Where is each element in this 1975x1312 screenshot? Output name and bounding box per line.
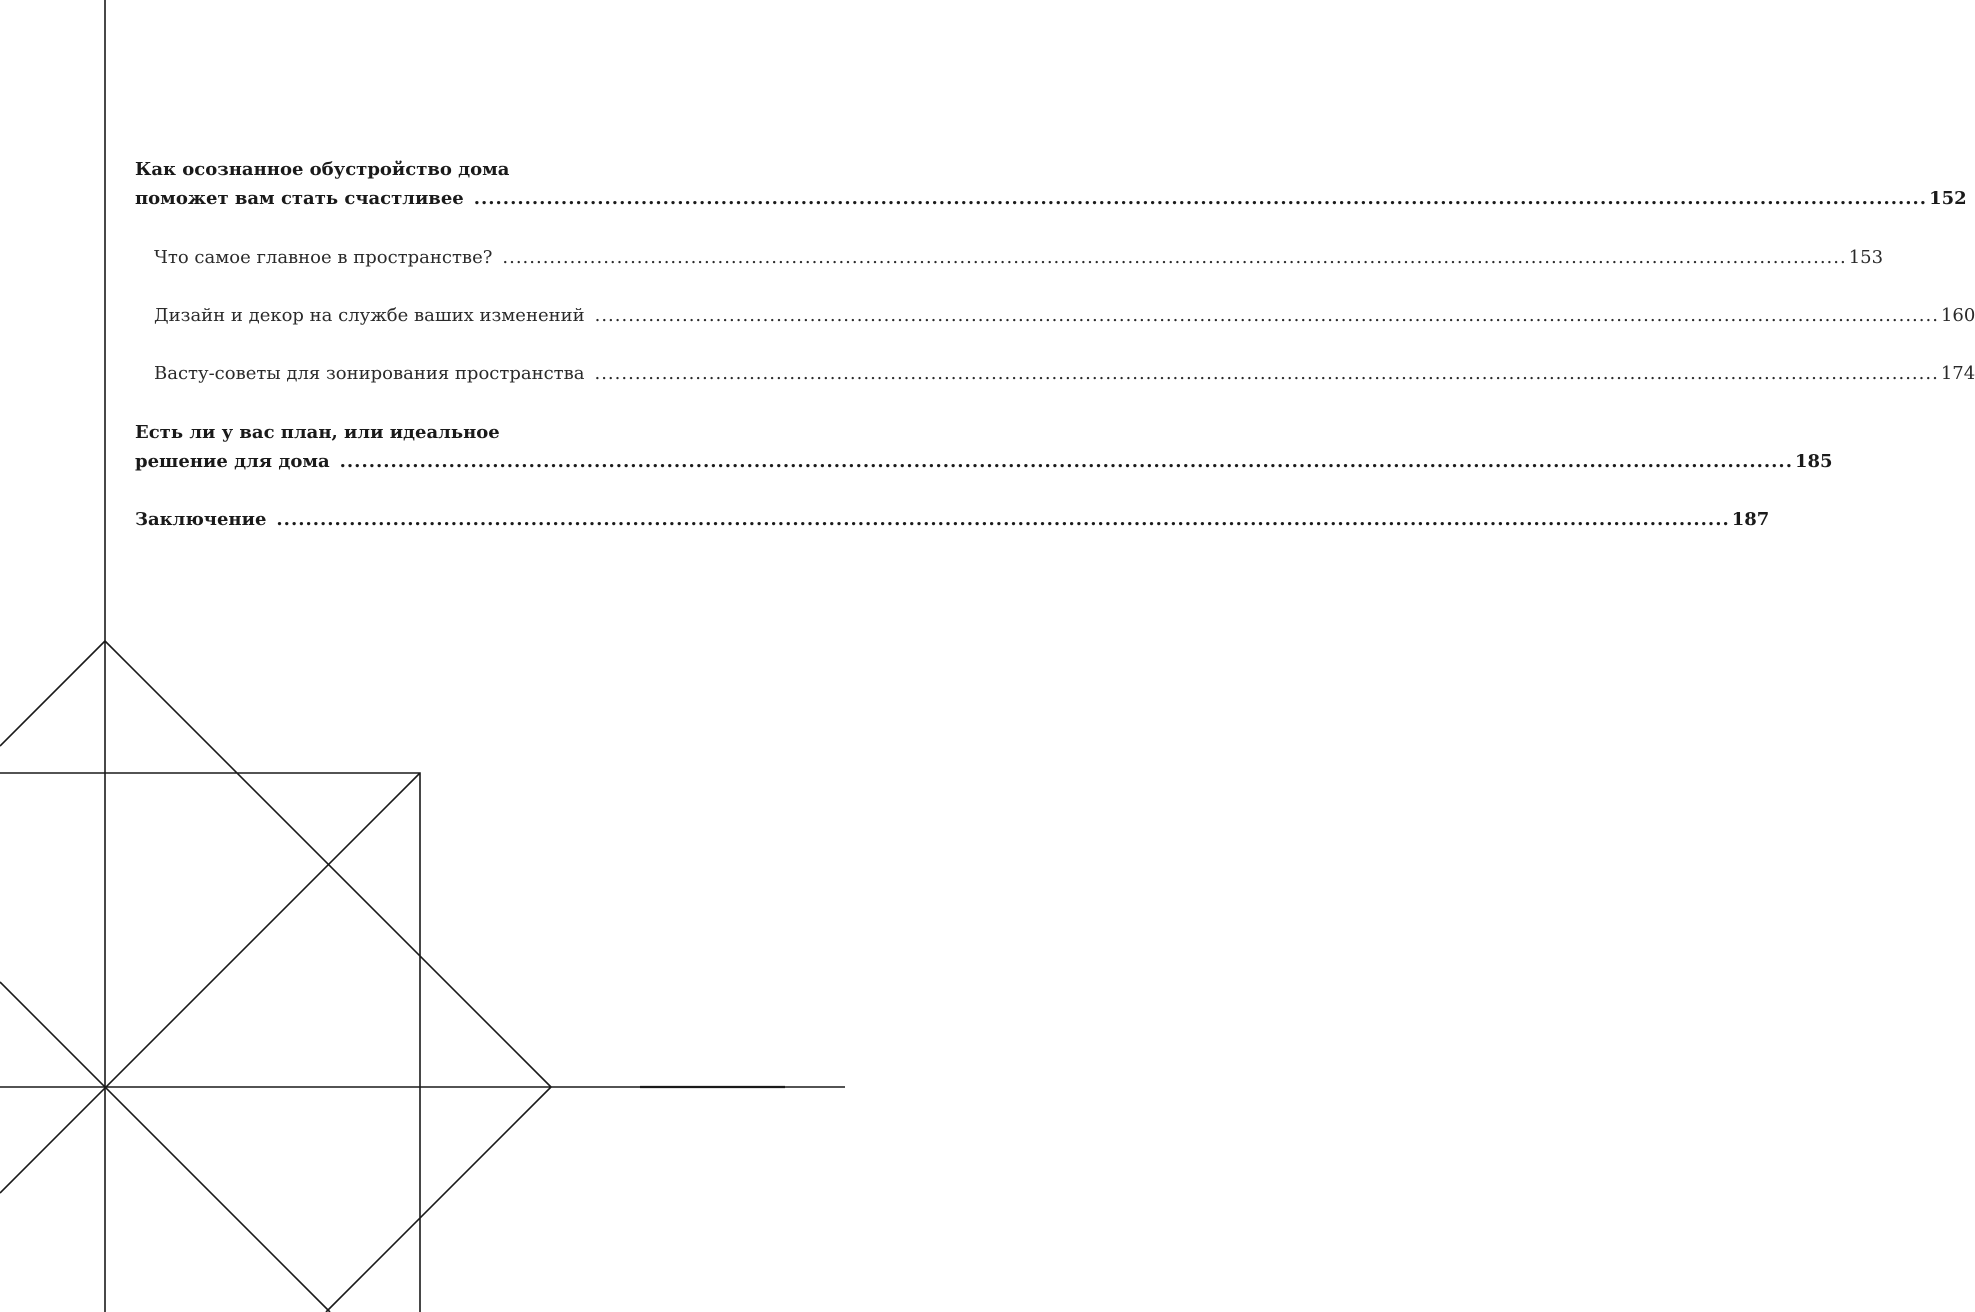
toc-entry-conclusion[interactable] <box>135 505 1770 534</box>
toc-dot-leader: ........................................................................................................................................................................................................ <box>339 451 1793 472</box>
square-diagonal-lower <box>0 982 330 1312</box>
toc-dot-leader: ........................................................................................................................................................................................................ <box>276 509 1730 530</box>
toc-page-number: 174 <box>1940 363 1975 384</box>
toc-entry-title: поможет вам стать счастливее <box>135 188 464 209</box>
toc-entry-design-and-decor[interactable] <box>135 301 1975 330</box>
toc-entry-title-line <box>154 301 1975 330</box>
toc-entry-main-thing-in-space[interactable] <box>135 243 1884 272</box>
toc-entry-vastu-tips[interactable] <box>135 359 1975 388</box>
toc-entry-title: Дизайн и декор на службе ваших изменений <box>154 305 585 326</box>
toc-entry-title-line <box>135 447 1833 476</box>
toc-entry-title: Есть ли у вас план, или идеальное <box>135 422 500 443</box>
toc-page-number: 185 <box>1794 451 1833 472</box>
toc-entry-title: решение для дома <box>135 451 330 472</box>
toc-page-number: 160 <box>1940 305 1975 326</box>
toc-entry-title-line <box>135 184 1967 213</box>
toc-entry-title: Что самое главное в пространстве? <box>154 247 493 268</box>
diamond-edge-lower-right <box>326 1087 551 1312</box>
toc-entry-title: Как осознанное обустройство дома <box>135 159 510 180</box>
toc-entry-plan-or-ideal-solution[interactable] <box>135 418 1833 476</box>
toc-dot-leader: ........................................................................................................................................................................................................ <box>594 305 1939 326</box>
toc-page-number: 153 <box>1848 247 1884 268</box>
toc-entry-home-happiness[interactable] <box>135 155 1967 213</box>
square-outline <box>0 773 420 1312</box>
toc-entry-title: Васту-советы для зонирования пространства <box>154 363 585 384</box>
toc-entry-title-line <box>154 359 1975 388</box>
square-diagonal <box>0 773 420 1193</box>
toc-page-number: 152 <box>1929 188 1967 209</box>
toc-dot-leader: ........................................................................................................................................................................................................ <box>502 247 1847 268</box>
toc-entry-title: Заключение <box>135 509 267 530</box>
diamond-edge-upper-left <box>0 641 105 746</box>
toc-entry-title-line <box>154 243 1884 272</box>
toc-page-number: 187 <box>1731 509 1770 530</box>
table-of-contents <box>135 155 1975 534</box>
toc-entry-title-line <box>135 505 1770 534</box>
toc-entry-title-line <box>135 418 761 447</box>
toc-entry-title-line <box>135 155 761 184</box>
toc-dot-leader: ........................................................................................................................................................................................................ <box>594 363 1939 384</box>
toc-dot-leader: ........................................................................................................................................................................................................ <box>473 188 1928 209</box>
